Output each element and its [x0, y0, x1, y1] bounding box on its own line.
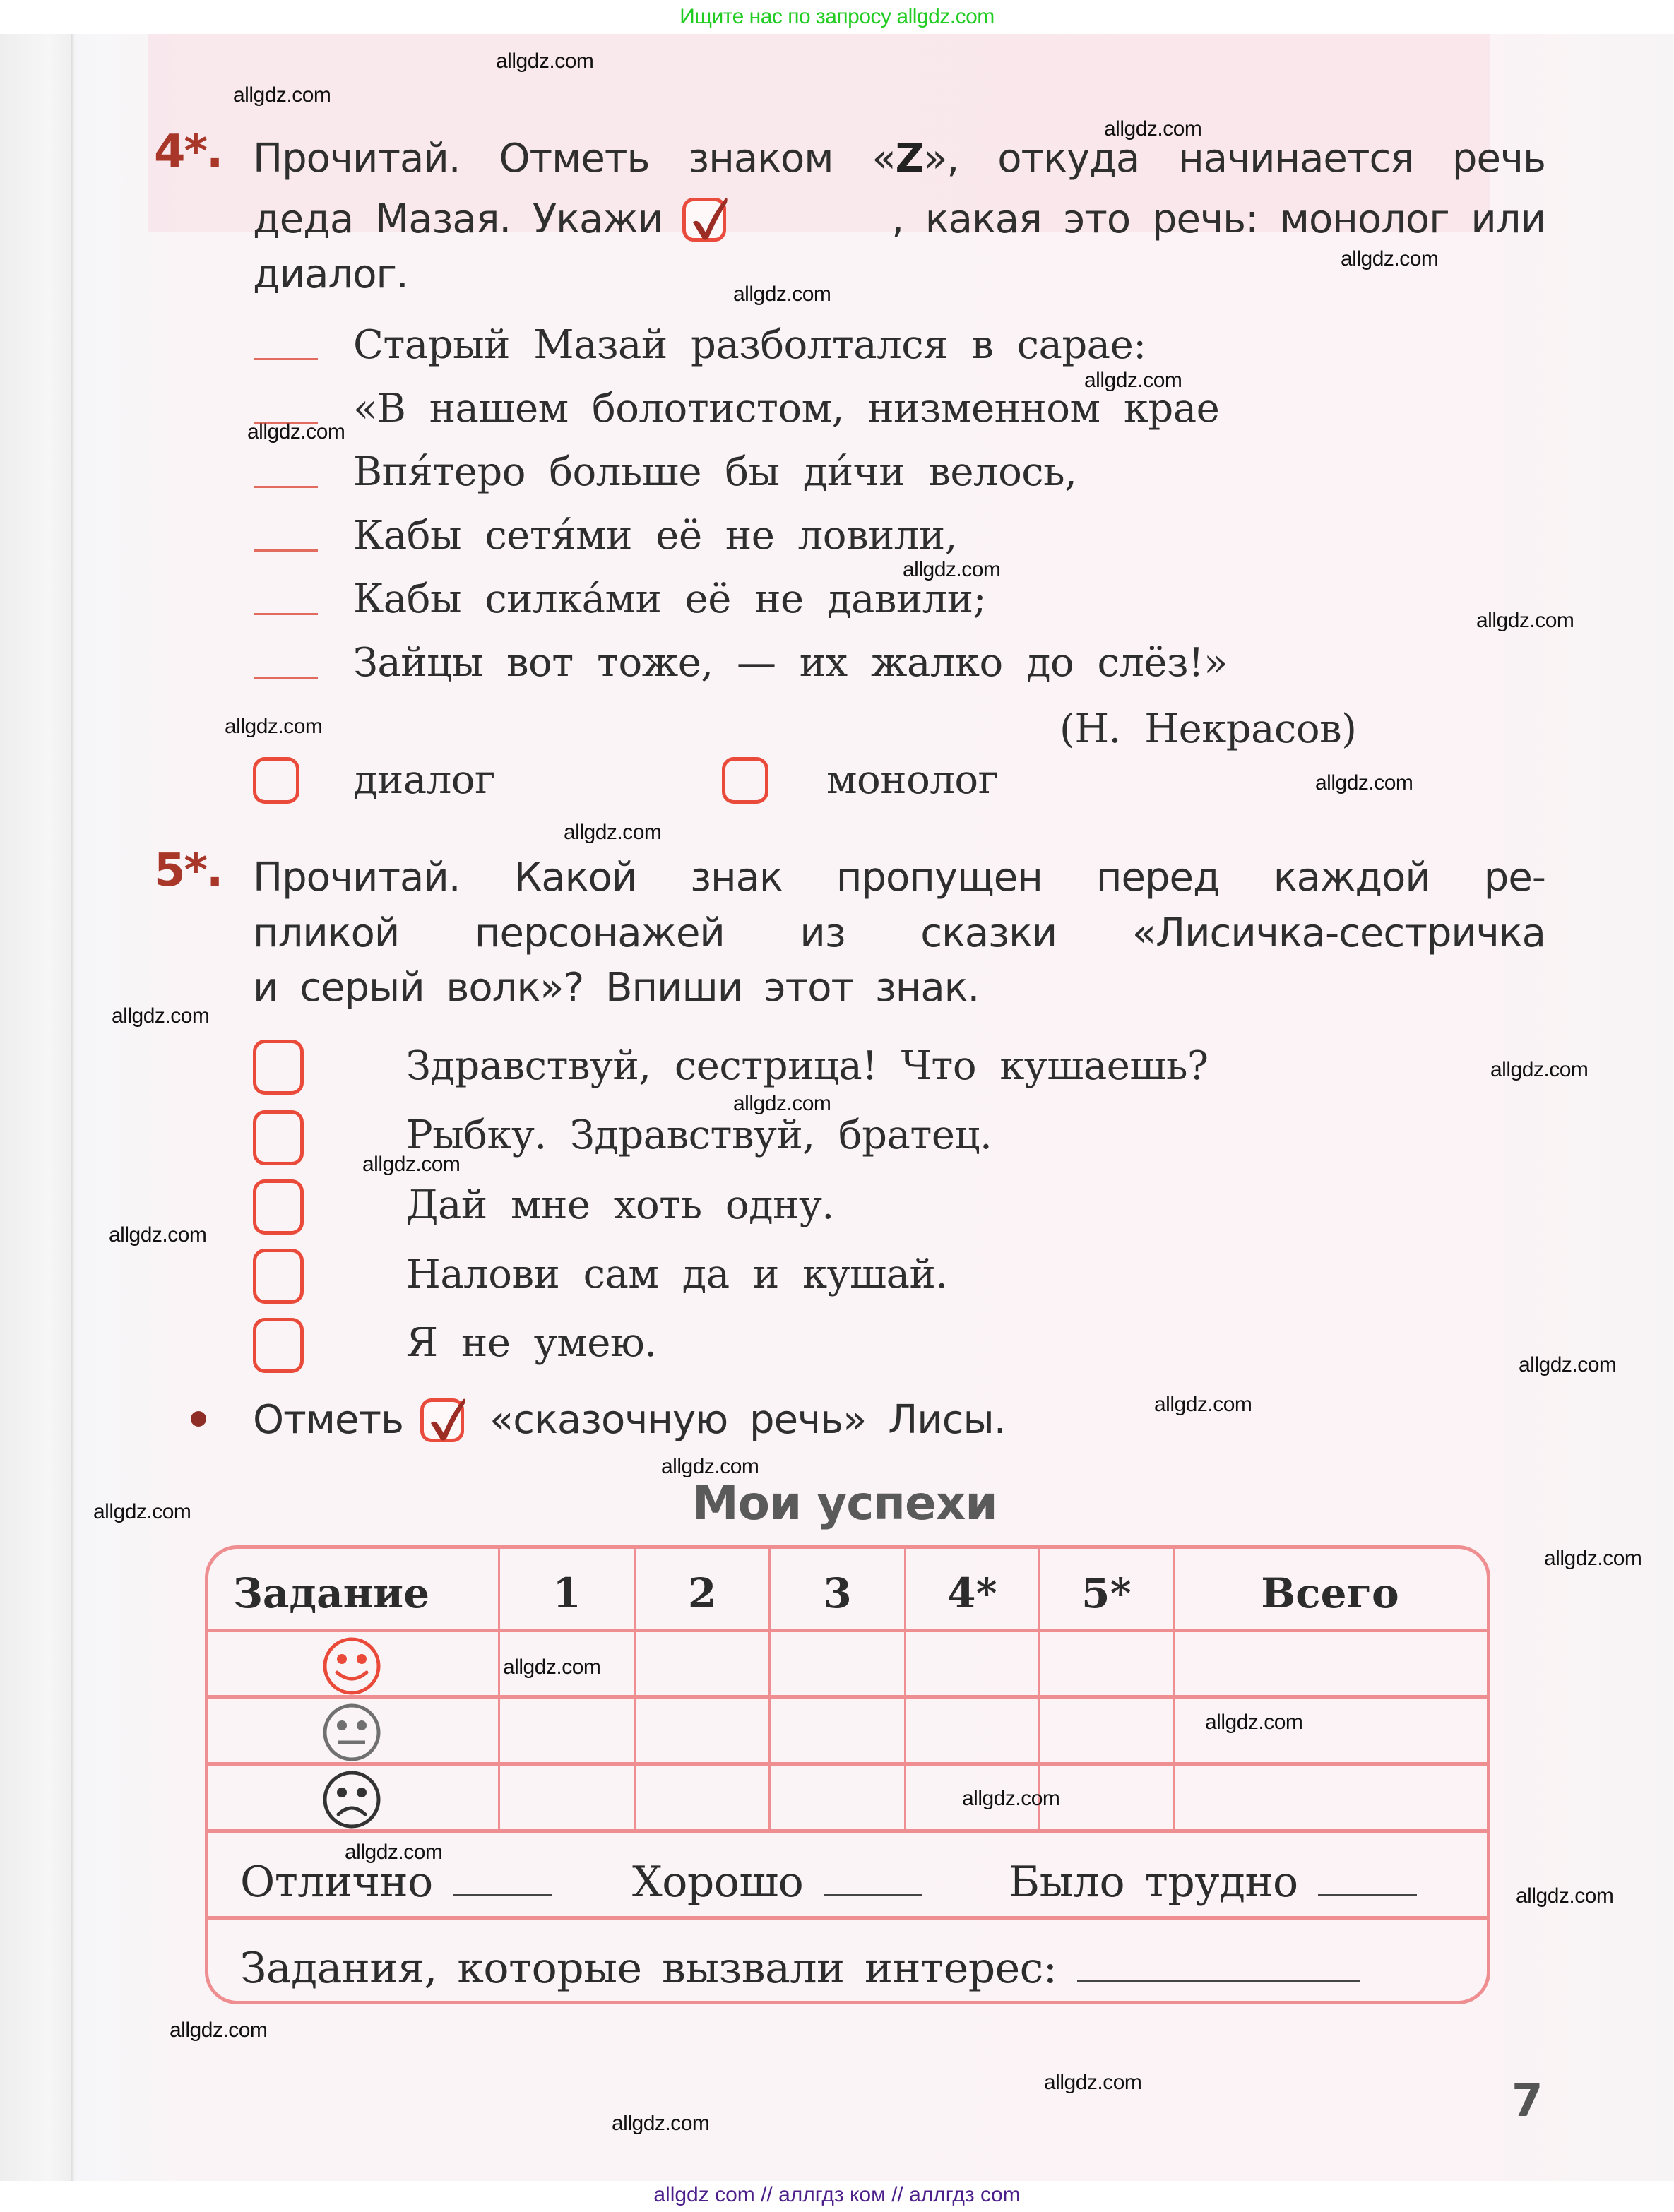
rating-good: Хорошо: [632, 1857, 922, 1907]
answer-dash-6[interactable]: [254, 677, 318, 679]
watermark: allgdz.com: [362, 1153, 461, 1176]
replica-sign-box-4[interactable]: [253, 1249, 304, 1304]
watermark: allgdz.com: [1490, 1058, 1589, 1081]
replica-sign-box-1[interactable]: [253, 1040, 304, 1095]
poem-author: (Н. Некрасов): [1059, 706, 1357, 752]
watermark: allgdz.com: [170, 2018, 268, 2042]
neutral-face-icon: [321, 1702, 382, 1763]
replica-sign-box-3[interactable]: [253, 1179, 304, 1235]
watermark: allgdz.com: [345, 1841, 443, 1864]
watermark: allgdz.com: [1341, 247, 1439, 270]
watermark: allgdz.com: [1084, 369, 1182, 392]
poem-line: Кабы сетя́ми её не ловили,: [353, 513, 957, 559]
interest-blank[interactable]: [1077, 1980, 1360, 1982]
watermark: allgdz.com: [225, 715, 323, 738]
bullet-task: Отметь «сказочную речь» Лисы.: [253, 1397, 1006, 1443]
poem-line: Впя́теро больше бы ди́чи велось,: [353, 449, 1077, 495]
watermark: allgdz.com: [1104, 117, 1202, 141]
poem-line: «В нашем болотистом, низменном крае: [353, 386, 1220, 432]
watermark: allgdz.com: [112, 1004, 210, 1028]
watermark: allgdz.com: [733, 1092, 831, 1115]
watermark: allgdz.com: [503, 1655, 601, 1679]
table-row-neutral[interactable]: [500, 1699, 1485, 1762]
watermark: allgdz.com: [564, 821, 662, 844]
z-mark: Z: [895, 136, 924, 182]
table-header-2: 2: [687, 1569, 717, 1617]
watermark: allgdz.com: [1544, 1547, 1642, 1570]
page-gutter: [71, 34, 75, 2181]
replica-line: Здравствуй, сестрица! Что кушаешь?: [406, 1043, 1209, 1089]
top-banner[interactable]: Ищите нас по запросу allgdz.com: [0, 0, 1674, 34]
replica-line: Дай мне хоть одну.: [406, 1182, 834, 1228]
checkmark-box-icon: [420, 1398, 464, 1442]
replica-line: Рыбку. Здравствуй, братец.: [406, 1112, 992, 1158]
watermark: allgdz.com: [1205, 1711, 1303, 1734]
watermark: allgdz.com: [903, 558, 1001, 581]
watermark: allgdz.com: [233, 83, 331, 107]
replica-sign-box-2[interactable]: [253, 1110, 304, 1165]
table-header-3: 3: [823, 1569, 852, 1617]
answer-dash-1[interactable]: [254, 358, 318, 360]
task-4-instruction-line-1: Прочитай. Отметь знаком «Z», откуда начинается речь: [253, 136, 1545, 182]
watermark: allgdz.com: [1044, 2071, 1142, 2094]
watermark: allgdz.com: [661, 1455, 759, 1478]
excellent-blank[interactable]: [453, 1893, 552, 1896]
option-dialog-checkbox[interactable]: [253, 757, 299, 804]
task-5-instruction-line-3: и серый волк»? Впиши этот знак.: [253, 965, 980, 1011]
task-4-instruction-line-3: диалог.: [253, 251, 408, 297]
watermark: allgdz.com: [93, 1500, 191, 1523]
table-header-task: Задание: [233, 1569, 430, 1617]
progress-title: Мои успехи: [692, 1476, 997, 1530]
poem-line: Старый Мазай разболтался в сарае:: [353, 322, 1146, 368]
rating-excellent: Отлично: [240, 1857, 552, 1907]
poem-line: Зайцы вот тоже, — их жалко до слёз!»: [353, 640, 1228, 686]
table-row-happy[interactable]: [500, 1632, 1485, 1695]
answer-dash-5[interactable]: [254, 613, 318, 615]
watermark: allgdz.com: [962, 1787, 1060, 1810]
bullet-icon: [191, 1411, 206, 1427]
option-dialog-label: диалог: [353, 757, 495, 803]
task-5-number: 5*.: [154, 845, 222, 897]
replica-line: Я не умею.: [406, 1320, 657, 1366]
watermark: allgdz.com: [1154, 1393, 1252, 1416]
table-divider: [206, 1916, 1489, 1920]
option-monolog-checkbox[interactable]: [722, 757, 768, 804]
answer-dash-3[interactable]: [254, 486, 318, 488]
option-monolog-label: монолог: [826, 757, 999, 803]
watermark: allgdz.com: [109, 1223, 207, 1247]
sad-face-icon: [321, 1769, 382, 1830]
watermark: allgdz.com: [496, 49, 594, 73]
watermark: allgdz.com: [1516, 1884, 1614, 1908]
rating-difficult: Было трудно: [1009, 1857, 1417, 1907]
watermark: allgdz.com: [1519, 1353, 1617, 1376]
table-divider: [206, 1829, 1489, 1833]
task-4-instruction-line-2: деда Мазая. Укажи , какая это речь: монолог или: [253, 196, 1545, 242]
page-number: 7: [1512, 2075, 1543, 2127]
answer-dash-4[interactable]: [254, 549, 318, 552]
watermark: allgdz.com: [733, 283, 831, 306]
replica-sign-box-5[interactable]: [253, 1318, 304, 1373]
watermark: allgdz.com: [1476, 609, 1574, 632]
poem-line: Кабы силка́ми её не давили;: [353, 576, 986, 622]
table-header-1: 1: [552, 1569, 581, 1617]
interest-line: Задания, которые вызвали интерес:: [240, 1944, 1360, 1993]
difficult-blank[interactable]: [1318, 1893, 1417, 1896]
table-header-total: Всего: [1261, 1569, 1399, 1617]
task-4-number: 4*.: [154, 126, 222, 178]
table-header-4star: 4*: [947, 1569, 997, 1617]
bottom-banner[interactable]: allgdz com // аллгдз ком // аллгдз com: [0, 2181, 1674, 2212]
table-header-5star: 5*: [1081, 1569, 1132, 1617]
task-5-instruction-line-1: Прочитай. Какой знак пропущен перед каждой ре-: [253, 855, 1545, 900]
replica-line: Налови сам да и кушай.: [406, 1251, 948, 1297]
watermark: allgdz.com: [612, 2112, 710, 2135]
task-5-instruction-line-2: пликой персонажей из сказки «Лисичка-сестричка: [253, 910, 1545, 956]
checkmark-box-icon: [682, 198, 726, 242]
happy-face-icon: [321, 1636, 382, 1696]
watermark: allgdz.com: [247, 420, 345, 444]
watermark: allgdz.com: [1315, 771, 1413, 795]
good-blank[interactable]: [824, 1893, 922, 1896]
